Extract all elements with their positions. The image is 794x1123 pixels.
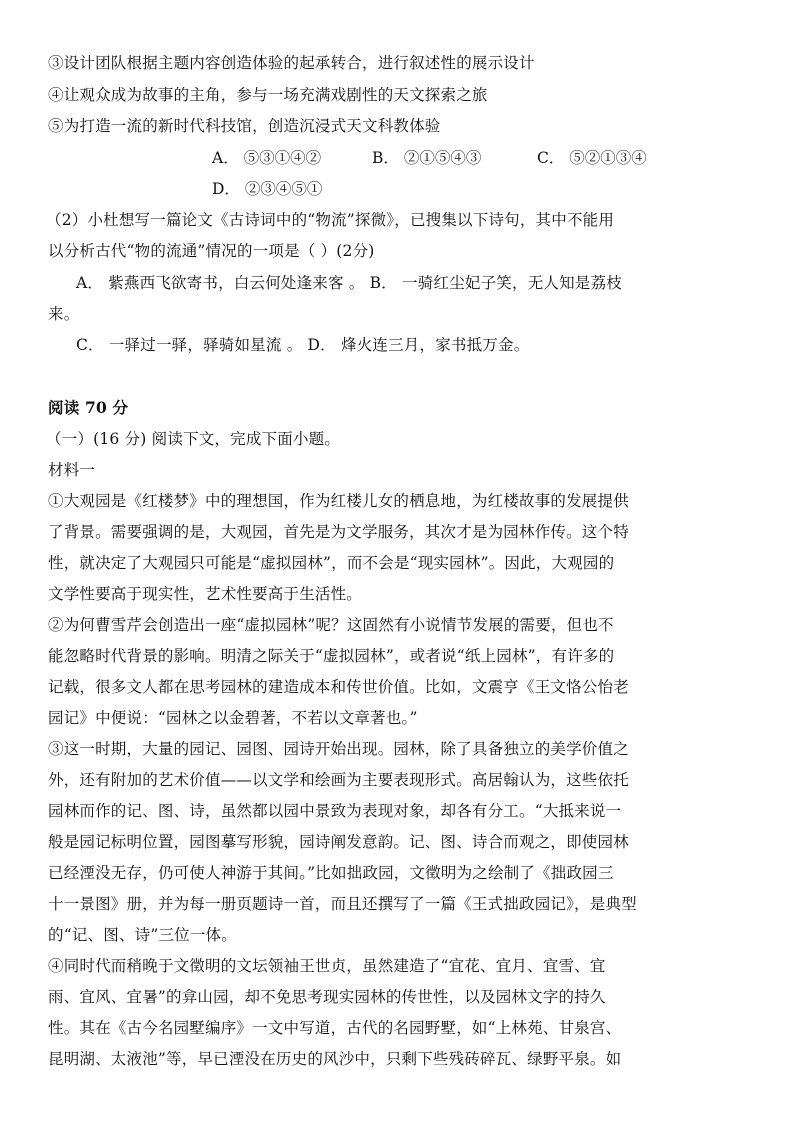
- q1-item-3: ③设计团队根据主题内容创造体验的起承转合，进行叙述性的展示设计: [48, 54, 535, 72]
- paragraph-line: 性，就决定了大观园只可能是“虚拟园林”，而不会是“现实园林”。因此，大观园的: [48, 554, 615, 572]
- paragraph-line: 外，还有附加的艺术价值——以文学和绘画为主要表现形式。高居翰认为，这些依托: [48, 771, 629, 789]
- paragraph-line: 雨、宜风、宜暑”的弇山园，却不免思考现实园林的传世性，以及园林文字的持久: [48, 988, 606, 1006]
- q1-item-4: ④让观众成为故事的主角，参与一场充满戏剧性的天文探索之旅: [48, 86, 488, 104]
- q1-option-c: C． ⑤②①③④: [537, 149, 647, 167]
- q1-option-b: B． ②①⑤④③: [372, 149, 482, 167]
- paragraph-line: 文学性要高于现实性，艺术性要高于生活性。: [48, 585, 363, 603]
- q2-options-cd: C． 一驿过一驿，驿骑如星流 。 D． 烽火连三月，家书抵万金。: [76, 336, 530, 354]
- paragraph-line: 能忽略时代背景的影响。明清之际关于“虚拟园林”，或者说“纸上园林”，有许多的: [48, 647, 615, 665]
- paragraph-line: 已经湮没无存，仍可使人神游于其间。”比如拙政园，文徵明为之绘制了《拙政园三: [48, 864, 614, 882]
- q2-stem-line2: 以分析古代“物的流通”情况的一项是（ ）(2分): [48, 242, 375, 260]
- reading-section-title: 阅读 70 分: [48, 398, 129, 417]
- paragraph-line: 般是园记标明位置，园图摹写形貌，园诗阐发意韵。记、图、诗合而观之，即使园林: [48, 833, 629, 851]
- paragraph-line: ③这一时期，大量的园记、园图、园诗开始出现。园林，除了具备独立的美学价值之: [48, 740, 629, 758]
- paragraph-line: ④同时代而稍晚于文徵明的文坛领袖王世贞，虽然建造了“宜花、宜月、宜雪、宜: [48, 957, 606, 975]
- paragraph-line: 园林而作的记、图、诗，虽然都以园中景致为表现对象，却各有分工。“大抵来说一: [48, 802, 622, 820]
- paragraph-line: 十一景图》册，并为每一册页题诗一首，而且还撰写了一篇《王式拙政园记》，是典型: [48, 895, 637, 913]
- paragraph-line: 了背景。需要强调的是，大观园，首先是为文学服务，其次才是为园林作传。这个特: [48, 523, 629, 541]
- q1-item-5: ⑤为打造一流的新时代科技馆，创造沉浸式天文科教体验: [48, 117, 441, 135]
- q1-option-a: A． ⑤③①④②: [212, 149, 322, 167]
- paragraph-line: ②为何曹雪芹会创造出一座“虚拟园林”呢？这固然有小说情节发展的需要，但也不: [48, 616, 614, 634]
- paragraph-line: 的“记、图、诗”三位一体。: [48, 926, 237, 944]
- q2-stem-line1: （2）小杜想写一篇论文《古诗词中的“物流”探微》，已搜集以下诗句，其中不能用: [46, 211, 615, 229]
- paragraph-line: 性。其在《古今名园墅编序》一文中写道，古代的名园野墅，如“上林苑、甘泉宫、: [48, 1019, 622, 1037]
- paragraph-line: 记载，很多文人都在思考园林的建造成本和传世价值。比如，文震亨《王文恪公怡老: [48, 678, 629, 696]
- q1-option-d: D． ②③④⑤①: [212, 180, 323, 198]
- reading-subsection-title: （一）(16 分) 阅读下文，完成下面小题。: [46, 430, 341, 448]
- paragraph-line: 昆明湖、太液池”等，早已湮没在历史的风沙中，只剩下些残砖碎瓦、绿野平泉。如: [48, 1050, 622, 1068]
- paragraph-line: ①大观园是《红楼梦》中的理想国，作为红楼儿女的栖息地，为红楼故事的发展提供: [48, 492, 629, 510]
- q2-options-ab: A． 紫燕西飞欲寄书，白云何处逢来客 。 B． 一骑红尘妃子笑，无人知是荔枝: [76, 274, 622, 292]
- q2-option-b-continued: 来。: [48, 305, 80, 323]
- paragraph-line: 园记》中便说：“园林之以金碧著，不若以文章著也。”: [48, 709, 418, 727]
- material-label: 材料一: [48, 461, 96, 479]
